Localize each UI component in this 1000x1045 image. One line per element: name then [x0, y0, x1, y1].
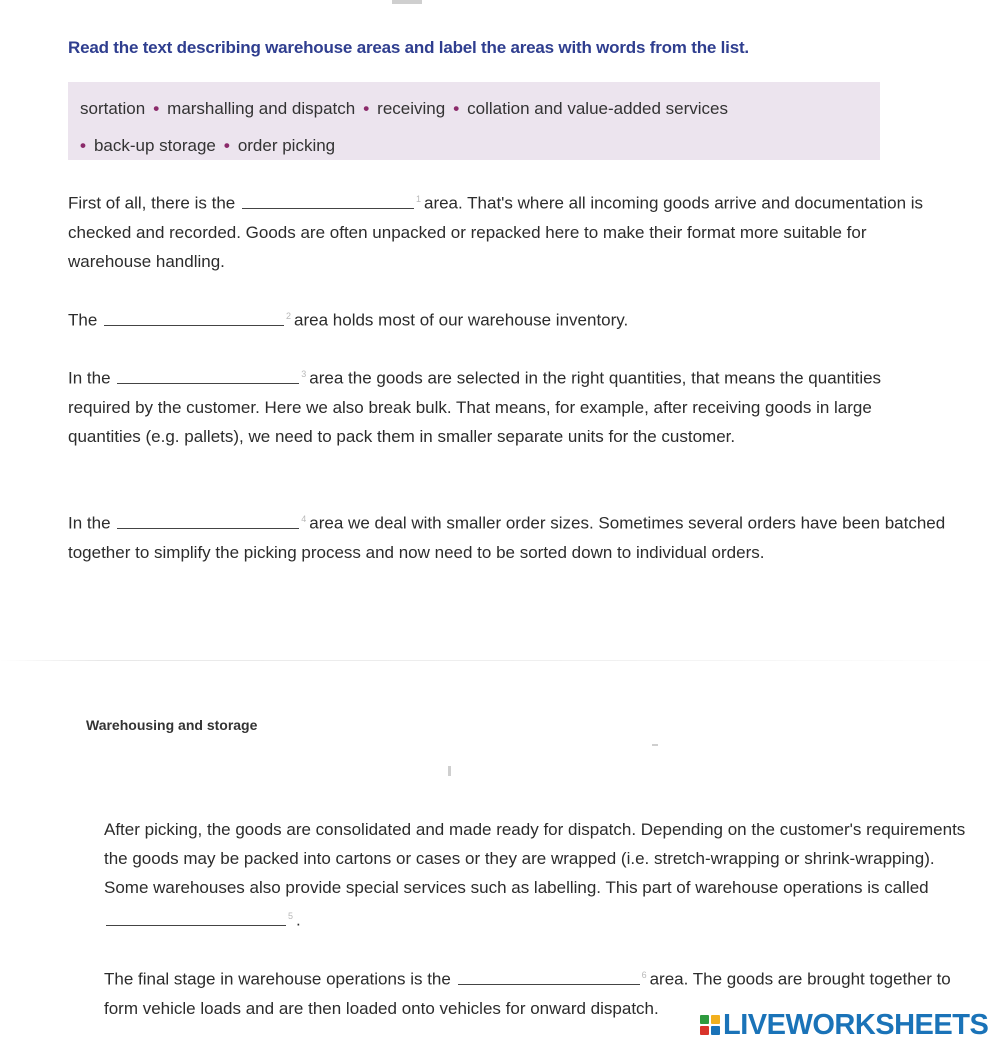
- paragraph-1: [68, 185, 948, 276]
- blank-number: 1: [415, 194, 421, 204]
- word-back-up-storage: back-up storage: [93, 136, 216, 155]
- logo-square: [700, 1026, 709, 1035]
- paragraph-2: [68, 302, 948, 335]
- answer-blank-3[interactable]: [117, 367, 299, 384]
- blank-number: 5: [288, 911, 294, 921]
- paragraph-text: area we deal with smaller order sizes. Sometimes several orders have been batched together to simplify the picking process and now need to be sorted down to individual orders.: [68, 513, 946, 562]
- logo-square: [711, 1026, 720, 1035]
- paragraph-3: [68, 360, 948, 451]
- word-list-box: [68, 82, 880, 160]
- scan-speck: [448, 766, 451, 776]
- instruction-heading: Read the text describing warehouse areas and label the areas with words from the list.: [68, 38, 749, 57]
- blank-number: 3: [301, 369, 307, 379]
- bullet-icon: •: [453, 99, 460, 118]
- word-order-picking: order picking: [237, 136, 336, 155]
- paragraph-text: area the goods are selected in the right quantities, that means the quantities required by the customer. Here we also break bulk. That means, for example, after receiving goods in large quantities (e.g. pallets), we need to pack them in smaller separate units for the customer.: [68, 368, 882, 446]
- bullet-icon: •: [223, 136, 230, 155]
- paragraph-4: [68, 505, 948, 567]
- paragraph-text: After picking, the goods are consolidated and made ready for dispatch. Depending on the customer's requirements the goods may be packed into cartons or cases or they are wrapped (i.e. stretch-wrapping or shrink-wrapping). Some warehouses also provide special services such as labelling. This part of warehouse operations is called: [104, 820, 966, 897]
- scan-speck: [652, 744, 658, 746]
- page-divider: [0, 660, 1000, 661]
- word-collation: collation and value-added services: [467, 99, 728, 118]
- word-list-line-1: [80, 90, 868, 127]
- logo-square: [711, 1015, 720, 1024]
- paragraph-text: area. That's where all incoming goods arrive and documentation is checked and recorded. Goods are often unpacked or repacked here to make their format more suitable for warehouse handling.: [68, 193, 924, 271]
- scan-mark: [392, 0, 422, 4]
- word-list-line-2: [80, 127, 868, 164]
- paragraph-text: area. The goods are brought together to form vehicle loads and are then loaded onto vehicles for onward dispatch.: [104, 969, 951, 1018]
- answer-blank-6[interactable]: [458, 968, 640, 985]
- paragraph-text: .: [296, 910, 301, 930]
- liveworksheets-logo: [700, 1007, 988, 1043]
- word-sortation: sortation: [80, 99, 146, 118]
- word-receiving: receiving: [377, 99, 446, 118]
- paragraph-text: The final stage in warehouse operations is the: [104, 969, 451, 989]
- blank-number: 6: [641, 970, 647, 980]
- paragraph-5: [104, 815, 974, 935]
- paragraph-text: In the: [68, 513, 111, 533]
- answer-blank-5[interactable]: [106, 909, 286, 926]
- paragraph-text: First of all, there is the: [68, 193, 236, 213]
- paragraph-text: The: [68, 310, 98, 330]
- blank-number: 4: [301, 514, 307, 524]
- section-label: Warehousing and storage: [86, 717, 258, 733]
- bullet-icon: •: [80, 136, 86, 155]
- blank-number: 2: [286, 311, 292, 321]
- paragraph-text: In the: [68, 368, 111, 388]
- bullet-icon: •: [153, 99, 160, 118]
- answer-blank-1[interactable]: [242, 192, 414, 209]
- logo-square: [700, 1015, 709, 1024]
- answer-blank-4[interactable]: [117, 512, 299, 529]
- logo-text: LIVEWORKSHEETS: [723, 1008, 989, 1041]
- answer-blank-2[interactable]: [104, 309, 284, 326]
- word-marshalling-and-dispatch: marshalling and dispatch: [167, 99, 356, 118]
- paragraph-text: area holds most of our warehouse inventory.: [294, 310, 629, 330]
- bullet-icon: •: [363, 99, 370, 118]
- logo-squares-icon: [700, 1015, 720, 1035]
